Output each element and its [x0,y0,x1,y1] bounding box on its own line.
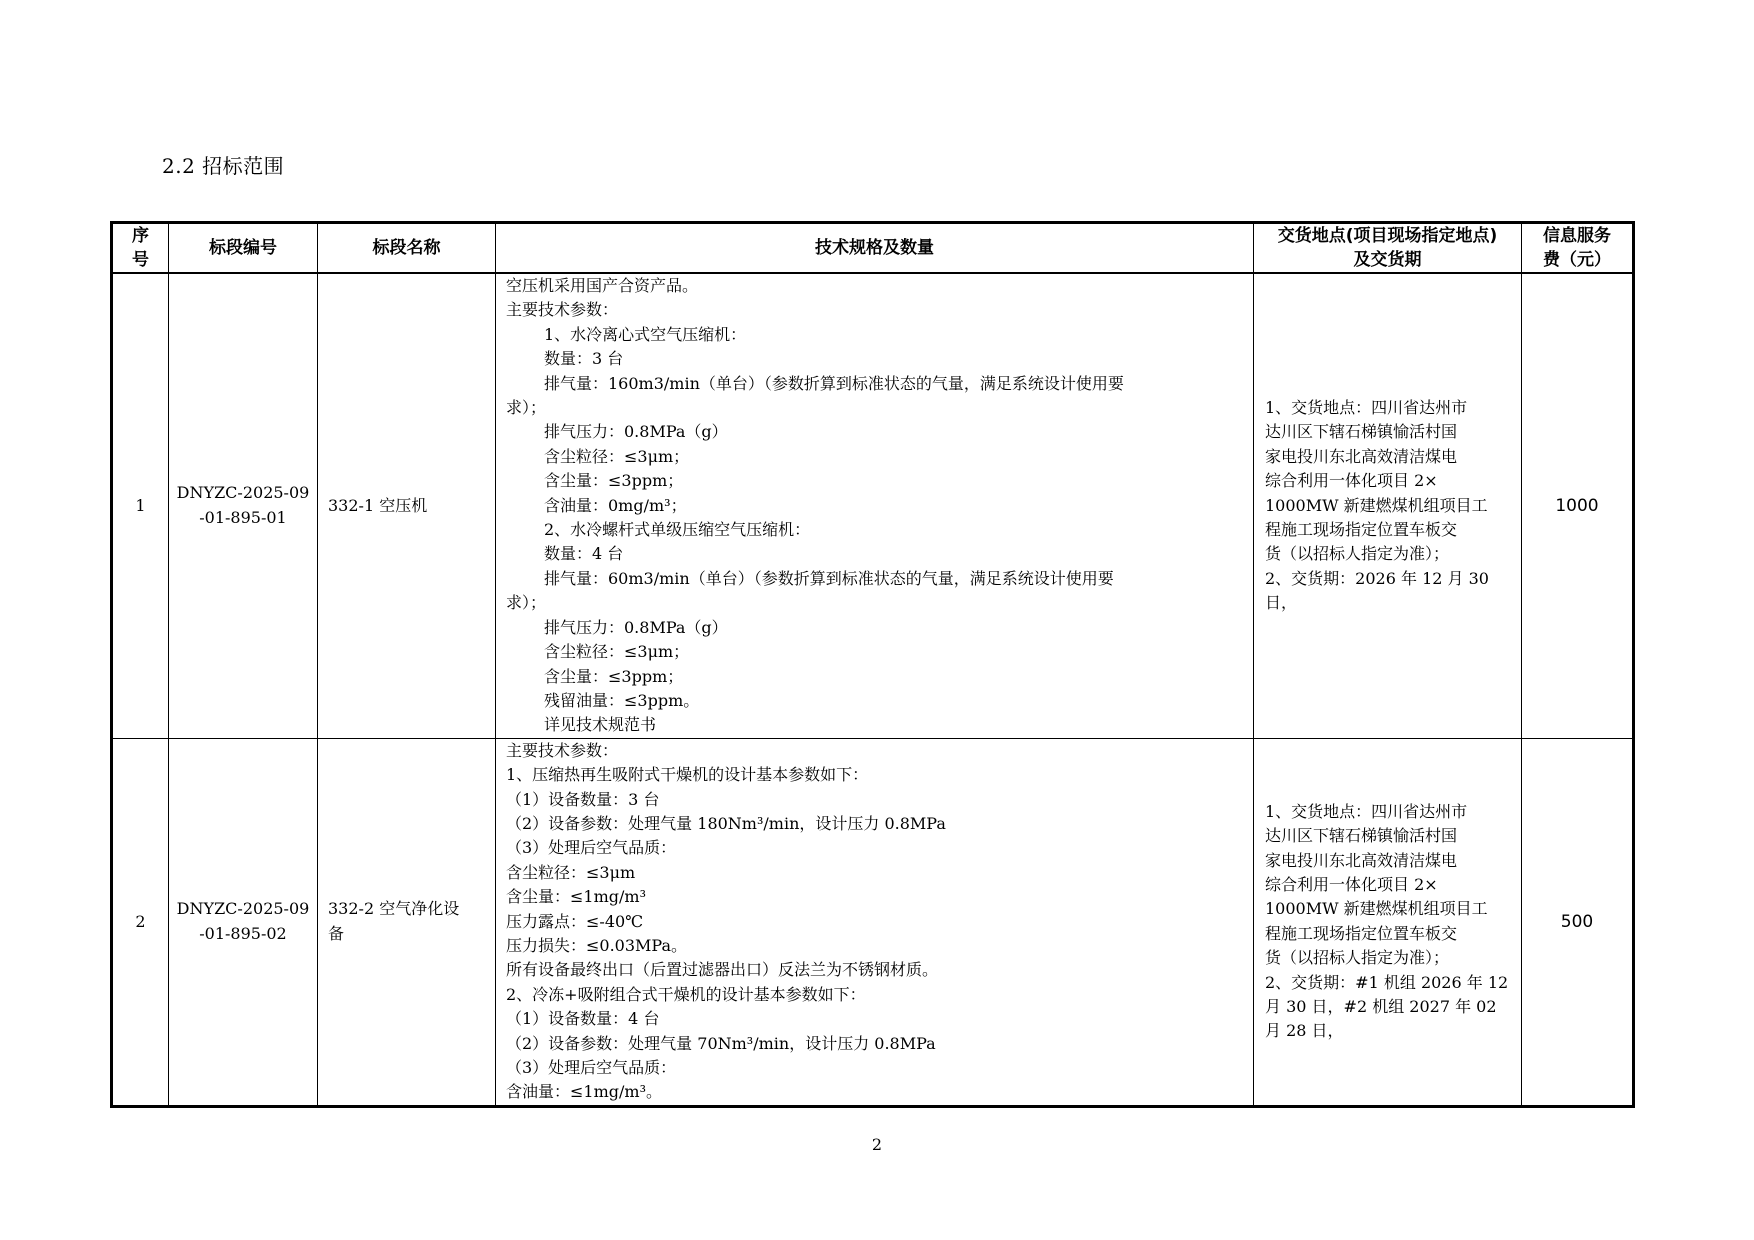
spec-line: （3）处理后空气品质： [506,838,677,858]
spec-line: 2、冷冻+吸附组合式干燥机的设计基本参数如下： [506,984,866,1004]
spec-line: 详见技术规范书 [544,715,657,735]
lot-name-line: 332-2 空气净化设 [328,899,460,919]
lot-name-line: 332-1 空压机 [328,495,428,515]
spec-line: （1）设备数量：4 台 [506,1009,660,1029]
spec-line: 排气量：160m3/min（单台）（参数折算到标准状态的气量，满足系统设计使用要 [544,373,1124,393]
spec-line: 含尘量：≤3ppm； [544,471,684,491]
delivery-line: 家电投川东北高效清洁煤电 [1265,446,1458,466]
delivery-line: 程施工现场指定位置车板交 [1265,923,1458,943]
table-header-row [112,223,1634,274]
delivery-line: 月 28 日， [1265,1021,1344,1041]
header-fee-line: 费（元） [1543,250,1611,270]
spec-line: （3）处理后空气品质： [506,1058,677,1077]
section-title: 2.2 招标范围 [162,154,285,178]
spec-line: 主要技术参数： [506,300,619,320]
delivery-line: 日， [1265,593,1298,613]
spec-line: 压力损失：≤0.03MPa。 [506,935,688,955]
header-service-fee [1522,223,1634,274]
spec-line: 含油量：0mg/m³； [544,495,687,515]
spec-line: 数量：4 台 [544,544,624,564]
spec-line: 排气量：60m3/min（单台）（参数折算到标准状态的气量，满足系统设计使用要 [544,568,1114,588]
delivery-line: 货（以招标人指定为准）； [1265,948,1450,968]
spec-line: 压力露点：≤-40℃ [506,911,644,931]
lot-code-cell [169,738,318,1106]
bidding-scope-table [110,221,1635,1108]
lot-name-cell [318,273,496,738]
service-fee-cell: 1000 [1522,273,1634,738]
spec-line: （2）设备参数：处理气量 180Nm³/min，设计压力 0.8MPa [506,813,946,833]
spec-line: 排气压力：0.8MPa（g） [544,422,728,442]
delivery-line: 综合利用一体化项目 2× [1265,874,1438,894]
delivery-line: 1、交货地点：四川省达州市 [1265,398,1468,418]
spec-line: （1）设备数量：3 台 [506,789,660,809]
header-delivery-line: 及交货期 [1353,250,1422,270]
delivery-line: 2、交货期：2026 年 12 月 30 [1265,568,1489,588]
delivery-line: 家电投川东北高效清洁煤电 [1265,850,1458,870]
delivery-line: 达川区下辖石梯镇愉活村国 [1265,422,1458,442]
delivery-cell [1254,273,1522,738]
spec-line: 主要技术参数： [506,740,619,760]
seq-cell: 1 [112,273,169,738]
spec-line: 含尘粒径：≤3μm [506,862,636,882]
lot-code-line: DNYZC-2025-09 [176,483,310,503]
delivery-line: 程施工现场指定位置车板交 [1265,520,1458,540]
spec-line: 含尘量：≤1mg/m³ [506,887,646,907]
lot-code-line: -01-895-01 [199,507,287,527]
delivery-line: 1000MW 新建燃煤机组项目工 [1265,899,1488,919]
spec-line: 含尘量：≤3ppm； [544,666,684,686]
delivery-line: 2、交货期：#1 机组 2026 年 12 [1265,972,1509,992]
header-delivery-line: 交货地点(项目现场指定地点) [1277,226,1498,246]
spec-line: 残留油量：≤3ppm。 [544,690,700,710]
header-lot-name: 标段名称 [318,223,496,274]
header-seq [112,223,169,274]
spec-line: 2、水冷螺杆式单级压缩空气压缩机： [544,520,811,540]
spec-line: 空压机采用国产合资产品。 [506,276,699,295]
header-seq-line: 序 [132,226,149,246]
spec-line: 求）； [506,593,547,613]
delivery-line: 达川区下辖石梯镇愉活村国 [1265,826,1458,846]
header-seq-line: 号 [132,250,149,270]
delivery-line: 货（以招标人指定为准）； [1265,544,1450,564]
spec-line: 所有设备最终出口（后置过滤器出口）反法兰为不锈钢材质。 [506,960,939,980]
lot-code-cell [169,273,318,738]
tech-spec-cell [496,738,1254,1106]
delivery-line: 1000MW 新建燃煤机组项目工 [1265,495,1488,515]
delivery-cell [1254,738,1522,1106]
delivery-line: 1、交货地点：四川省达州市 [1265,801,1468,821]
spec-line: 含油量：≤1mg/m³。 [506,1082,662,1102]
seq-cell: 2 [112,738,169,1106]
table-row [112,738,1634,1106]
lot-name-cell [318,738,496,1106]
spec-line: （2）设备参数：处理气量 70Nm³/min，设计压力 0.8MPa [506,1033,936,1053]
spec-line: 1、水冷离心式空气压缩机： [544,324,747,344]
spec-line: 排气压力：0.8MPa（g） [544,617,728,637]
spec-line: 含尘粒径：≤3μm； [544,446,690,466]
tech-spec-cell [496,273,1254,738]
delivery-line: 月 30 日，#2 机组 2027 年 02 [1265,996,1497,1016]
service-fee-cell: 500 [1522,738,1634,1106]
delivery-line: 综合利用一体化项目 2× [1265,471,1438,491]
spec-line: 1、压缩热再生吸附式干燥机的设计基本参数如下： [506,765,869,785]
header-fee-line: 信息服务 [1543,226,1611,246]
spec-line: 求）； [506,398,547,418]
spec-line: 数量：3 台 [544,349,624,369]
lot-code-line: -01-895-02 [199,923,287,943]
table-row [112,273,1634,738]
lot-name-line: 备 [328,923,345,943]
header-lot-code: 标段编号 [169,223,318,274]
page-number: 2 [871,1135,883,1154]
spec-line: 含尘粒径：≤3μm； [544,642,690,662]
header-delivery [1254,223,1522,274]
header-tech-spec: 技术规格及数量 [496,223,1254,274]
lot-code-line: DNYZC-2025-09 [176,899,310,919]
